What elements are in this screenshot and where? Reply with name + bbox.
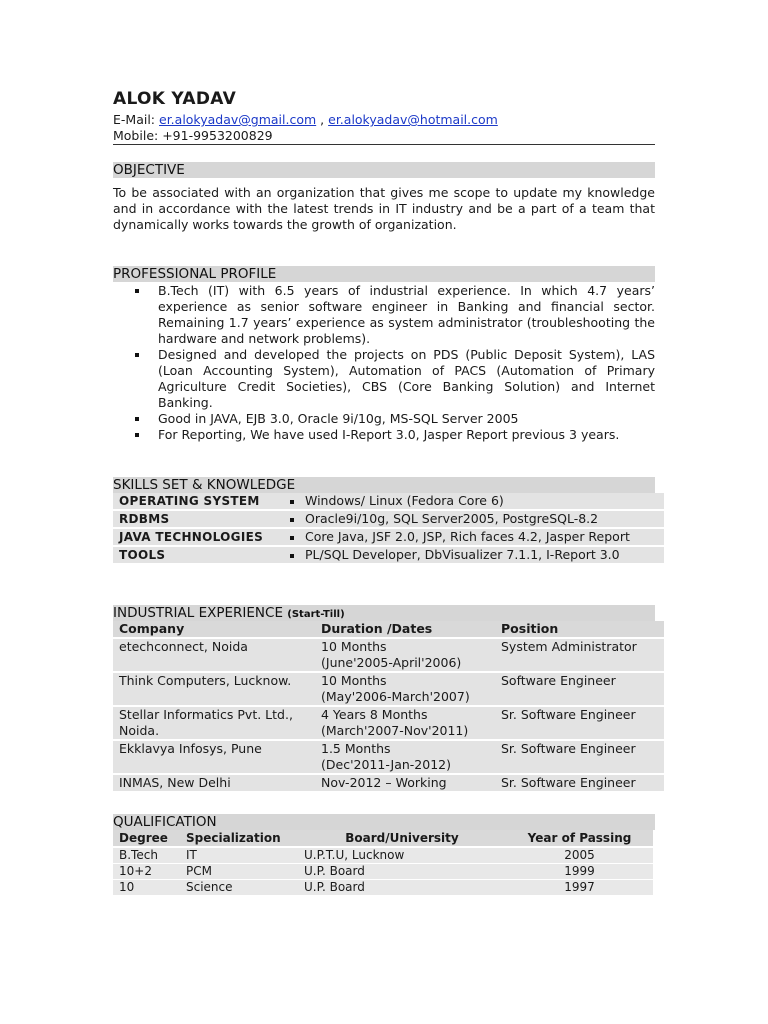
duration-cell: 1.5 Months (Dec'2011-Jan-2012) xyxy=(315,741,495,775)
skills-row xyxy=(113,547,664,565)
skill-category: JAVA TECHNOLOGIES xyxy=(113,529,285,547)
skill-category: TOOLS xyxy=(113,547,285,565)
skill-value: Core Java, JSF 2.0, JSP, Rich faces 4.2, Jasper Report xyxy=(299,529,664,547)
candidate-name: ALOK YADAV xyxy=(113,89,237,109)
duration-cell: 10 Months (June'2005-April'2006) xyxy=(315,639,495,673)
email-link-gmail[interactable]: er.alokyadav@gmail.com xyxy=(159,112,317,127)
table-row xyxy=(113,864,653,880)
column-header: Degree xyxy=(113,830,180,848)
position-cell: Software Engineer xyxy=(495,673,664,707)
company-cell: Ekklavya Infosys, Pune xyxy=(113,741,315,775)
profile-item: Good in JAVA, EJB 3.0, Oracle 9i/10g, MS-SQL Server 2005 xyxy=(113,411,655,427)
mobile-line xyxy=(113,128,273,144)
year-cell: 2005 xyxy=(506,848,653,864)
bullet-icon xyxy=(285,511,299,529)
bullet-icon xyxy=(285,493,299,511)
skill-category: RDBMS xyxy=(113,511,285,529)
position-cell: System Administrator xyxy=(495,639,664,673)
position-cell: Sr. Software Engineer xyxy=(495,707,664,741)
profile-list xyxy=(113,283,655,443)
experience-heading-text: INDUSTRIAL EXPERIENCE xyxy=(113,605,283,621)
position-cell: Sr. Software Engineer xyxy=(495,741,664,775)
company-cell: etechconnect, Noida xyxy=(113,639,315,673)
table-header-row xyxy=(113,830,653,848)
objective-heading: OBJECTIVE xyxy=(113,162,655,178)
table-row xyxy=(113,707,664,741)
duration-cell: 4 Years 8 Months (March'2007-Nov'2011) xyxy=(315,707,495,741)
objective-text: To be associated with an organization that gives me scope to update my knowledge and in accordance with the latest trends in IT industry and be a part of a team that dynamically works towards the growth of organization. xyxy=(113,185,655,232)
duration-cell: 10 Months (May'2006-March'2007) xyxy=(315,673,495,707)
bullet-icon xyxy=(285,547,299,565)
specialization-cell: PCM xyxy=(180,864,298,880)
board-cell: U.P. Board xyxy=(298,880,506,896)
column-header: Position xyxy=(495,621,664,639)
column-header: Duration /Dates xyxy=(315,621,495,639)
duration-cell: Nov-2012 – Working xyxy=(315,775,495,793)
specialization-cell: Science xyxy=(180,880,298,896)
column-header: Board/University xyxy=(298,830,506,848)
degree-cell: 10 xyxy=(113,880,180,896)
email-line xyxy=(113,112,498,128)
table-row xyxy=(113,673,664,707)
table-row xyxy=(113,775,664,793)
board-cell: U.P. Board xyxy=(298,864,506,880)
skills-row xyxy=(113,493,664,511)
degree-cell: 10+2 xyxy=(113,864,180,880)
year-cell: 1999 xyxy=(506,864,653,880)
skill-value: Windows/ Linux (Fedora Core 6) xyxy=(299,493,664,511)
company-cell: Think Computers, Lucknow. xyxy=(113,673,315,707)
email-link-hotmail[interactable]: er.alokyadav@hotmail.com xyxy=(328,112,498,127)
table-row xyxy=(113,741,664,775)
column-header: Specialization xyxy=(180,830,298,848)
table-row xyxy=(113,848,653,864)
specialization-cell: IT xyxy=(180,848,298,864)
experience-heading xyxy=(113,605,655,621)
profile-heading: PROFESSIONAL PROFILE xyxy=(113,266,655,282)
skill-category: OPERATING SYSTEM xyxy=(113,493,285,511)
header-divider xyxy=(113,144,655,145)
bullet-icon xyxy=(285,529,299,547)
column-header: Year of Passing xyxy=(506,830,653,848)
qualification-heading: QUALIFICATION xyxy=(113,814,655,830)
email-separator: , xyxy=(320,112,325,127)
profile-item: For Reporting, We have used I-Report 3.0, Jasper Report previous 3 years. xyxy=(113,427,655,443)
experience-heading-note: (Start-Till) xyxy=(287,609,345,620)
profile-item: Designed and developed the projects on PDS (Public Deposit System), LAS (Loan Accounting System), Automation of PACS (Automation of Primary Agriculture Credit Societies), CBS (Core Banking Solution) and Internet Banking. xyxy=(113,347,655,411)
skills-row xyxy=(113,529,664,547)
email-label: E-Mail: xyxy=(113,112,156,127)
position-cell: Sr. Software Engineer xyxy=(495,775,664,793)
qualification-table xyxy=(113,830,653,896)
profile-item: B.Tech (IT) with 6.5 years of industrial experience. In which 4.7 years’ experience as senior software engineer in Banking and financial sector. Remaining 1.7 years’ experience as system administrator (troubleshooting the hardware and network problems). xyxy=(113,283,655,347)
degree-cell: B.Tech xyxy=(113,848,180,864)
skills-row xyxy=(113,511,664,529)
board-cell: U.P.T.U, Lucknow xyxy=(298,848,506,864)
company-cell: INMAS, New Delhi xyxy=(113,775,315,793)
skill-value: Oracle9i/10g, SQL Server2005, PostgreSQL-8.2 xyxy=(299,511,664,529)
skills-table xyxy=(113,493,664,565)
table-row xyxy=(113,639,664,673)
table-header-row xyxy=(113,621,664,639)
mobile-label: Mobile: xyxy=(113,128,159,143)
year-cell: 1997 xyxy=(506,880,653,896)
table-row xyxy=(113,880,653,896)
mobile-number: +91-9953200829 xyxy=(162,128,273,143)
skill-value: PL/SQL Developer, DbVisualizer 7.1.1, I-Report 3.0 xyxy=(299,547,664,565)
company-cell: Stellar Informatics Pvt. Ltd., Noida. xyxy=(113,707,315,741)
skills-heading: SKILLS SET & KNOWLEDGE xyxy=(113,477,655,493)
column-header: Company xyxy=(113,621,315,639)
experience-table xyxy=(113,621,664,793)
